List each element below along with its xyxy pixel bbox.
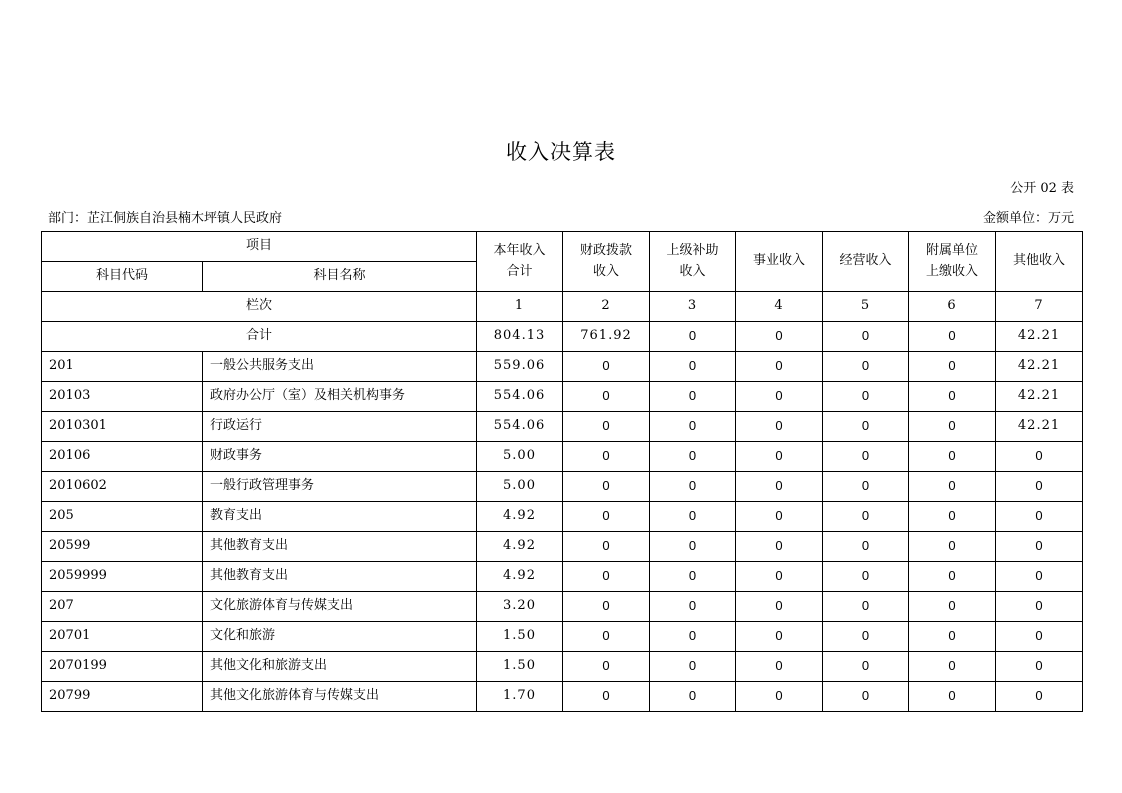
- row-value: 0: [909, 682, 996, 712]
- row-value: 0: [650, 352, 736, 382]
- row-code: 207: [42, 592, 203, 622]
- row-value: 0: [650, 622, 736, 652]
- row-name: 一般行政管理事务: [203, 472, 477, 502]
- row-value: 42.21: [996, 382, 1083, 412]
- row-name: 其他文化和旅游支出: [203, 652, 477, 682]
- row-code: 205: [42, 502, 203, 532]
- column-number: 4: [736, 292, 823, 322]
- row-value: 0: [823, 652, 909, 682]
- row-value: 42.21: [996, 412, 1083, 442]
- row-value: 554.06: [477, 382, 563, 412]
- total-value: 804.13: [477, 322, 563, 352]
- row-value: 0: [823, 622, 909, 652]
- row-value: 1.50: [477, 622, 563, 652]
- table-row: [42, 502, 1083, 532]
- form-number: 公开 02 表: [1010, 181, 1074, 196]
- row-value: 0: [736, 442, 823, 472]
- table-row: [42, 532, 1083, 562]
- row-code: 2010602: [42, 472, 203, 502]
- row-code: 20701: [42, 622, 203, 652]
- header-column-label: 栏次: [42, 292, 477, 322]
- row-code: 201: [42, 352, 203, 382]
- table-row: [42, 682, 1083, 712]
- row-value: 0: [996, 532, 1083, 562]
- table-row: [42, 382, 1083, 412]
- row-value: 5.00: [477, 472, 563, 502]
- total-value: 0: [736, 322, 823, 352]
- row-value: 0: [996, 442, 1083, 472]
- table-row: [42, 562, 1083, 592]
- column-number: 3: [650, 292, 736, 322]
- row-value: 0: [563, 412, 650, 442]
- row-value: 0: [563, 682, 650, 712]
- row-value: 0: [736, 622, 823, 652]
- row-value: 0: [736, 412, 823, 442]
- row-value: 0: [909, 382, 996, 412]
- row-value: 0: [996, 502, 1083, 532]
- row-code: 2059999: [42, 562, 203, 592]
- row-value: 0: [909, 562, 996, 592]
- row-value: 5.00: [477, 442, 563, 472]
- row-value: 1.70: [477, 682, 563, 712]
- row-value: 0: [736, 502, 823, 532]
- row-value: 559.06: [477, 352, 563, 382]
- row-value: 0: [650, 652, 736, 682]
- header-total-income: 本年收入 合计: [477, 232, 563, 292]
- total-value: 761.92: [563, 322, 650, 352]
- row-value: 0: [823, 532, 909, 562]
- row-value: 0: [650, 472, 736, 502]
- row-name: 其他文化旅游体育与传媒支出: [203, 682, 477, 712]
- row-value: 0: [650, 382, 736, 412]
- row-name: 教育支出: [203, 502, 477, 532]
- table-row: [42, 592, 1083, 622]
- header-operating-income: 经营收入: [823, 232, 909, 292]
- row-value: 0: [996, 682, 1083, 712]
- page-title: 收入决算表: [506, 140, 616, 164]
- header-name: 科目名称: [203, 262, 477, 292]
- row-value: 0: [909, 622, 996, 652]
- row-value: 0: [823, 442, 909, 472]
- row-value: 554.06: [477, 412, 563, 442]
- row-name: 行政运行: [203, 412, 477, 442]
- unit-label: 金额单位：万元: [982, 211, 1074, 226]
- row-value: 0: [563, 472, 650, 502]
- row-value: 0: [909, 352, 996, 382]
- header-business-income: 事业收入: [736, 232, 823, 292]
- row-value: 0: [736, 532, 823, 562]
- column-number: 7: [996, 292, 1083, 322]
- row-value: 0: [650, 562, 736, 592]
- table-row: [42, 442, 1083, 472]
- row-name: 其他教育支出: [203, 532, 477, 562]
- header-superior-subsidy: 上级补助 收入: [650, 232, 736, 292]
- row-value: 0: [909, 472, 996, 502]
- total-value: 0: [650, 322, 736, 352]
- column-number: 2: [563, 292, 650, 322]
- table-body: [42, 352, 1083, 712]
- row-value: 1.50: [477, 652, 563, 682]
- row-value: 0: [909, 412, 996, 442]
- row-value: 0: [823, 682, 909, 712]
- column-number: 5: [823, 292, 909, 322]
- header-fiscal-income: 财政拨款 收入: [563, 232, 650, 292]
- row-value: 0: [996, 652, 1083, 682]
- table-row: [42, 412, 1083, 442]
- row-value: 0: [736, 682, 823, 712]
- row-value: 0: [823, 592, 909, 622]
- row-value: 0: [650, 412, 736, 442]
- row-value: 0: [563, 562, 650, 592]
- row-value: 0: [650, 592, 736, 622]
- row-code: 20103: [42, 382, 203, 412]
- table-row: [42, 652, 1083, 682]
- row-value: 0: [909, 592, 996, 622]
- row-value: 0: [823, 502, 909, 532]
- row-value: 0: [563, 442, 650, 472]
- row-value: 0: [736, 472, 823, 502]
- row-value: 0: [823, 562, 909, 592]
- row-code: 2070199: [42, 652, 203, 682]
- row-code: 20799: [42, 682, 203, 712]
- total-row: [42, 322, 1083, 352]
- row-value: 0: [736, 382, 823, 412]
- row-value: 0: [563, 352, 650, 382]
- row-value: 0: [909, 442, 996, 472]
- header-other-income: 其他收入: [996, 232, 1083, 292]
- row-value: 0: [650, 442, 736, 472]
- row-name: 财政事务: [203, 442, 477, 472]
- row-name: 其他教育支出: [203, 562, 477, 592]
- total-label: 合计: [42, 322, 477, 352]
- row-value: 4.92: [477, 562, 563, 592]
- row-value: 0: [823, 352, 909, 382]
- row-value: 0: [823, 382, 909, 412]
- row-value: 0: [909, 502, 996, 532]
- total-value: 0: [909, 322, 996, 352]
- table-row: [42, 352, 1083, 382]
- table-row: [42, 622, 1083, 652]
- row-name: 一般公共服务支出: [203, 352, 477, 382]
- row-value: 0: [736, 352, 823, 382]
- column-number: 6: [909, 292, 996, 322]
- row-value: 0: [563, 652, 650, 682]
- row-value: 0: [736, 652, 823, 682]
- total-value: 0: [823, 322, 909, 352]
- row-value: 0: [650, 502, 736, 532]
- column-number: 1: [477, 292, 563, 322]
- row-value: 0: [996, 622, 1083, 652]
- department-label: 部门：芷江侗族自治县楠木坪镇人民政府: [48, 211, 283, 226]
- row-value: 0: [563, 622, 650, 652]
- row-name: 文化和旅游: [203, 622, 477, 652]
- header-affiliated-income: 附属单位 上缴收入: [909, 232, 996, 292]
- row-name: 政府办公厅（室）及相关机构事务: [203, 382, 477, 412]
- row-value: 4.92: [477, 502, 563, 532]
- row-value: 0: [563, 382, 650, 412]
- row-value: 0: [563, 592, 650, 622]
- row-value: 0: [823, 412, 909, 442]
- row-value: 0: [996, 472, 1083, 502]
- row-value: 0: [563, 532, 650, 562]
- row-code: 2010301: [42, 412, 203, 442]
- row-value: 3.20: [477, 592, 563, 622]
- income-table: [41, 231, 1083, 712]
- row-value: 0: [650, 532, 736, 562]
- row-value: 0: [650, 682, 736, 712]
- header-project: 项目: [42, 232, 477, 262]
- row-name: 文化旅游体育与传媒支出: [203, 592, 477, 622]
- row-value: 0: [909, 532, 996, 562]
- table-row: [42, 472, 1083, 502]
- row-value: 0: [736, 562, 823, 592]
- row-value: 42.21: [996, 352, 1083, 382]
- row-value: 0: [909, 652, 996, 682]
- row-code: 20599: [42, 532, 203, 562]
- header-code: 科目代码: [42, 262, 203, 292]
- table-header: [42, 232, 1083, 352]
- row-value: 0: [996, 592, 1083, 622]
- row-value: 0: [823, 472, 909, 502]
- row-value: 0: [563, 502, 650, 532]
- row-value: 4.92: [477, 532, 563, 562]
- row-value: 0: [996, 562, 1083, 592]
- total-value: 42.21: [996, 322, 1083, 352]
- row-value: 0: [736, 592, 823, 622]
- row-code: 20106: [42, 442, 203, 472]
